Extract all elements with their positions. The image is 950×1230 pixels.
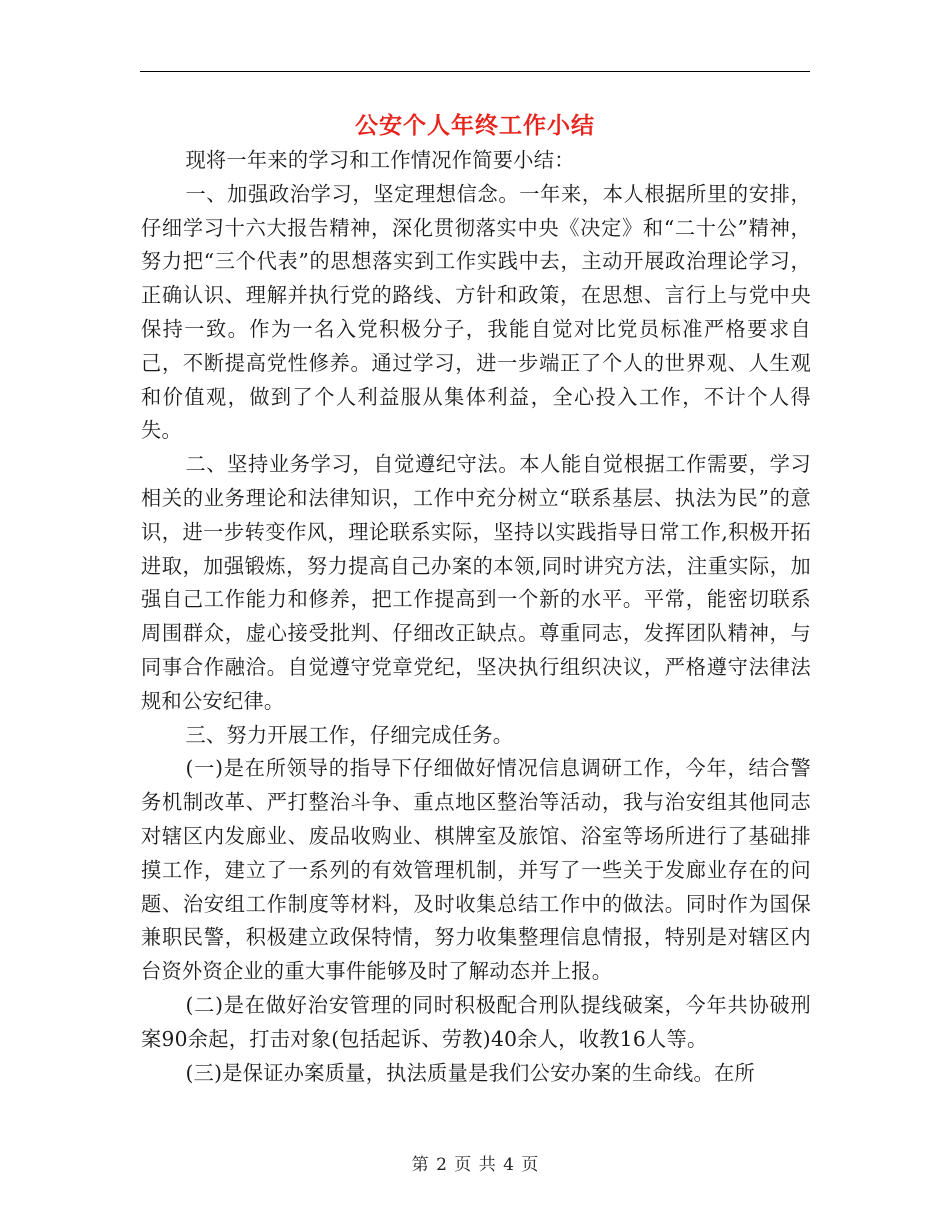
paragraph-item-1: (一)是在所领导的指导下仔细做好情况信息调研工作，今年，结合警务机制改革、严打整治斗争、重点地区整治等活动，我与治安组其他同志对辖区内发廊业、废品收购业、棋牌室及旅馆、浴室等场所进行了基础排摸工作，建立了一系列的有效管理机制，并写了一些关于发廊业存在的问题、治安组工作制度等材料，及时收集总结工作中的做法。同时作为国保兼职民警，积极建立政保特情，努力收集整理信息情报，特别是对辖区内台资外资企业的重大事件能够及时了解动态并上报。 (141, 756, 811, 984)
paragraph-intro: 现将一年来的学习和工作情况作简要小结： (185, 148, 575, 172)
paragraph-section-2: 二、坚持业务学习，自觉遵纪守法。本人能自觉根据工作需要，学习相关的业务理论和法律知识，工作中充分树立“联系基层、执法为民”的意识，进一步转变作风，理论联系实际，坚持以实践指导日常工作,积极开拓进取，加强锻炼，努力提高自己办案的本领,同时讲究方法，注重实际，加强自己工作能力和修养，把工作提高到一个新的水平。平常，能密切联系周围群众，虚心接受批判、仔细改正缺点。尊重同志，发挥团队精神，与同事合作融洽。自觉遵守党章党纪，坚决执行组织决议，严格遵守法律法规和公安纪律。 (141, 452, 811, 713)
document-body (141, 144, 811, 1090)
paragraph-section-1: 一、加强政治学习，坚定理想信念。一年来，本人根据所里的安排，仔细学习十六大报告精神，深化贯彻落实中央《决定》和“二十公”精神，努力把“三个代表”的思想落实到工作实践中去，主动开展政治理论学习，正确认识、理解并执行党的路线、方针和政策，在思想、言行上与党中央保持一致。作为一名入党积极分子，我能自觉对比党员标准严格要求自己，不断提高党性修养。通过学习，进一步端正了个人的世界观、人生观和价值观，做到了个人利益服从集体利益，全心投入工作，不计个人得失。 (141, 181, 811, 443)
document-title: 公安个人年终工作小结 (355, 112, 595, 139)
paragraph-item-3: (三)是保证办案质量，执法质量是我们公安办案的生命线。在所 (185, 1060, 755, 1085)
page-number: 第 2 页 共 4 页 (411, 1155, 539, 1175)
paragraph-section-3-heading: 三、努力开展工作，仔细完成任务。 (185, 722, 514, 747)
paragraph-item-2: (二)是在做好治安管理的同时积极配合刑队提线破案，今年共协破刑案90余起，打击对象(包括起诉、劳教)40余人，收教16人等。 (141, 992, 811, 1051)
header-rule (140, 71, 810, 72)
